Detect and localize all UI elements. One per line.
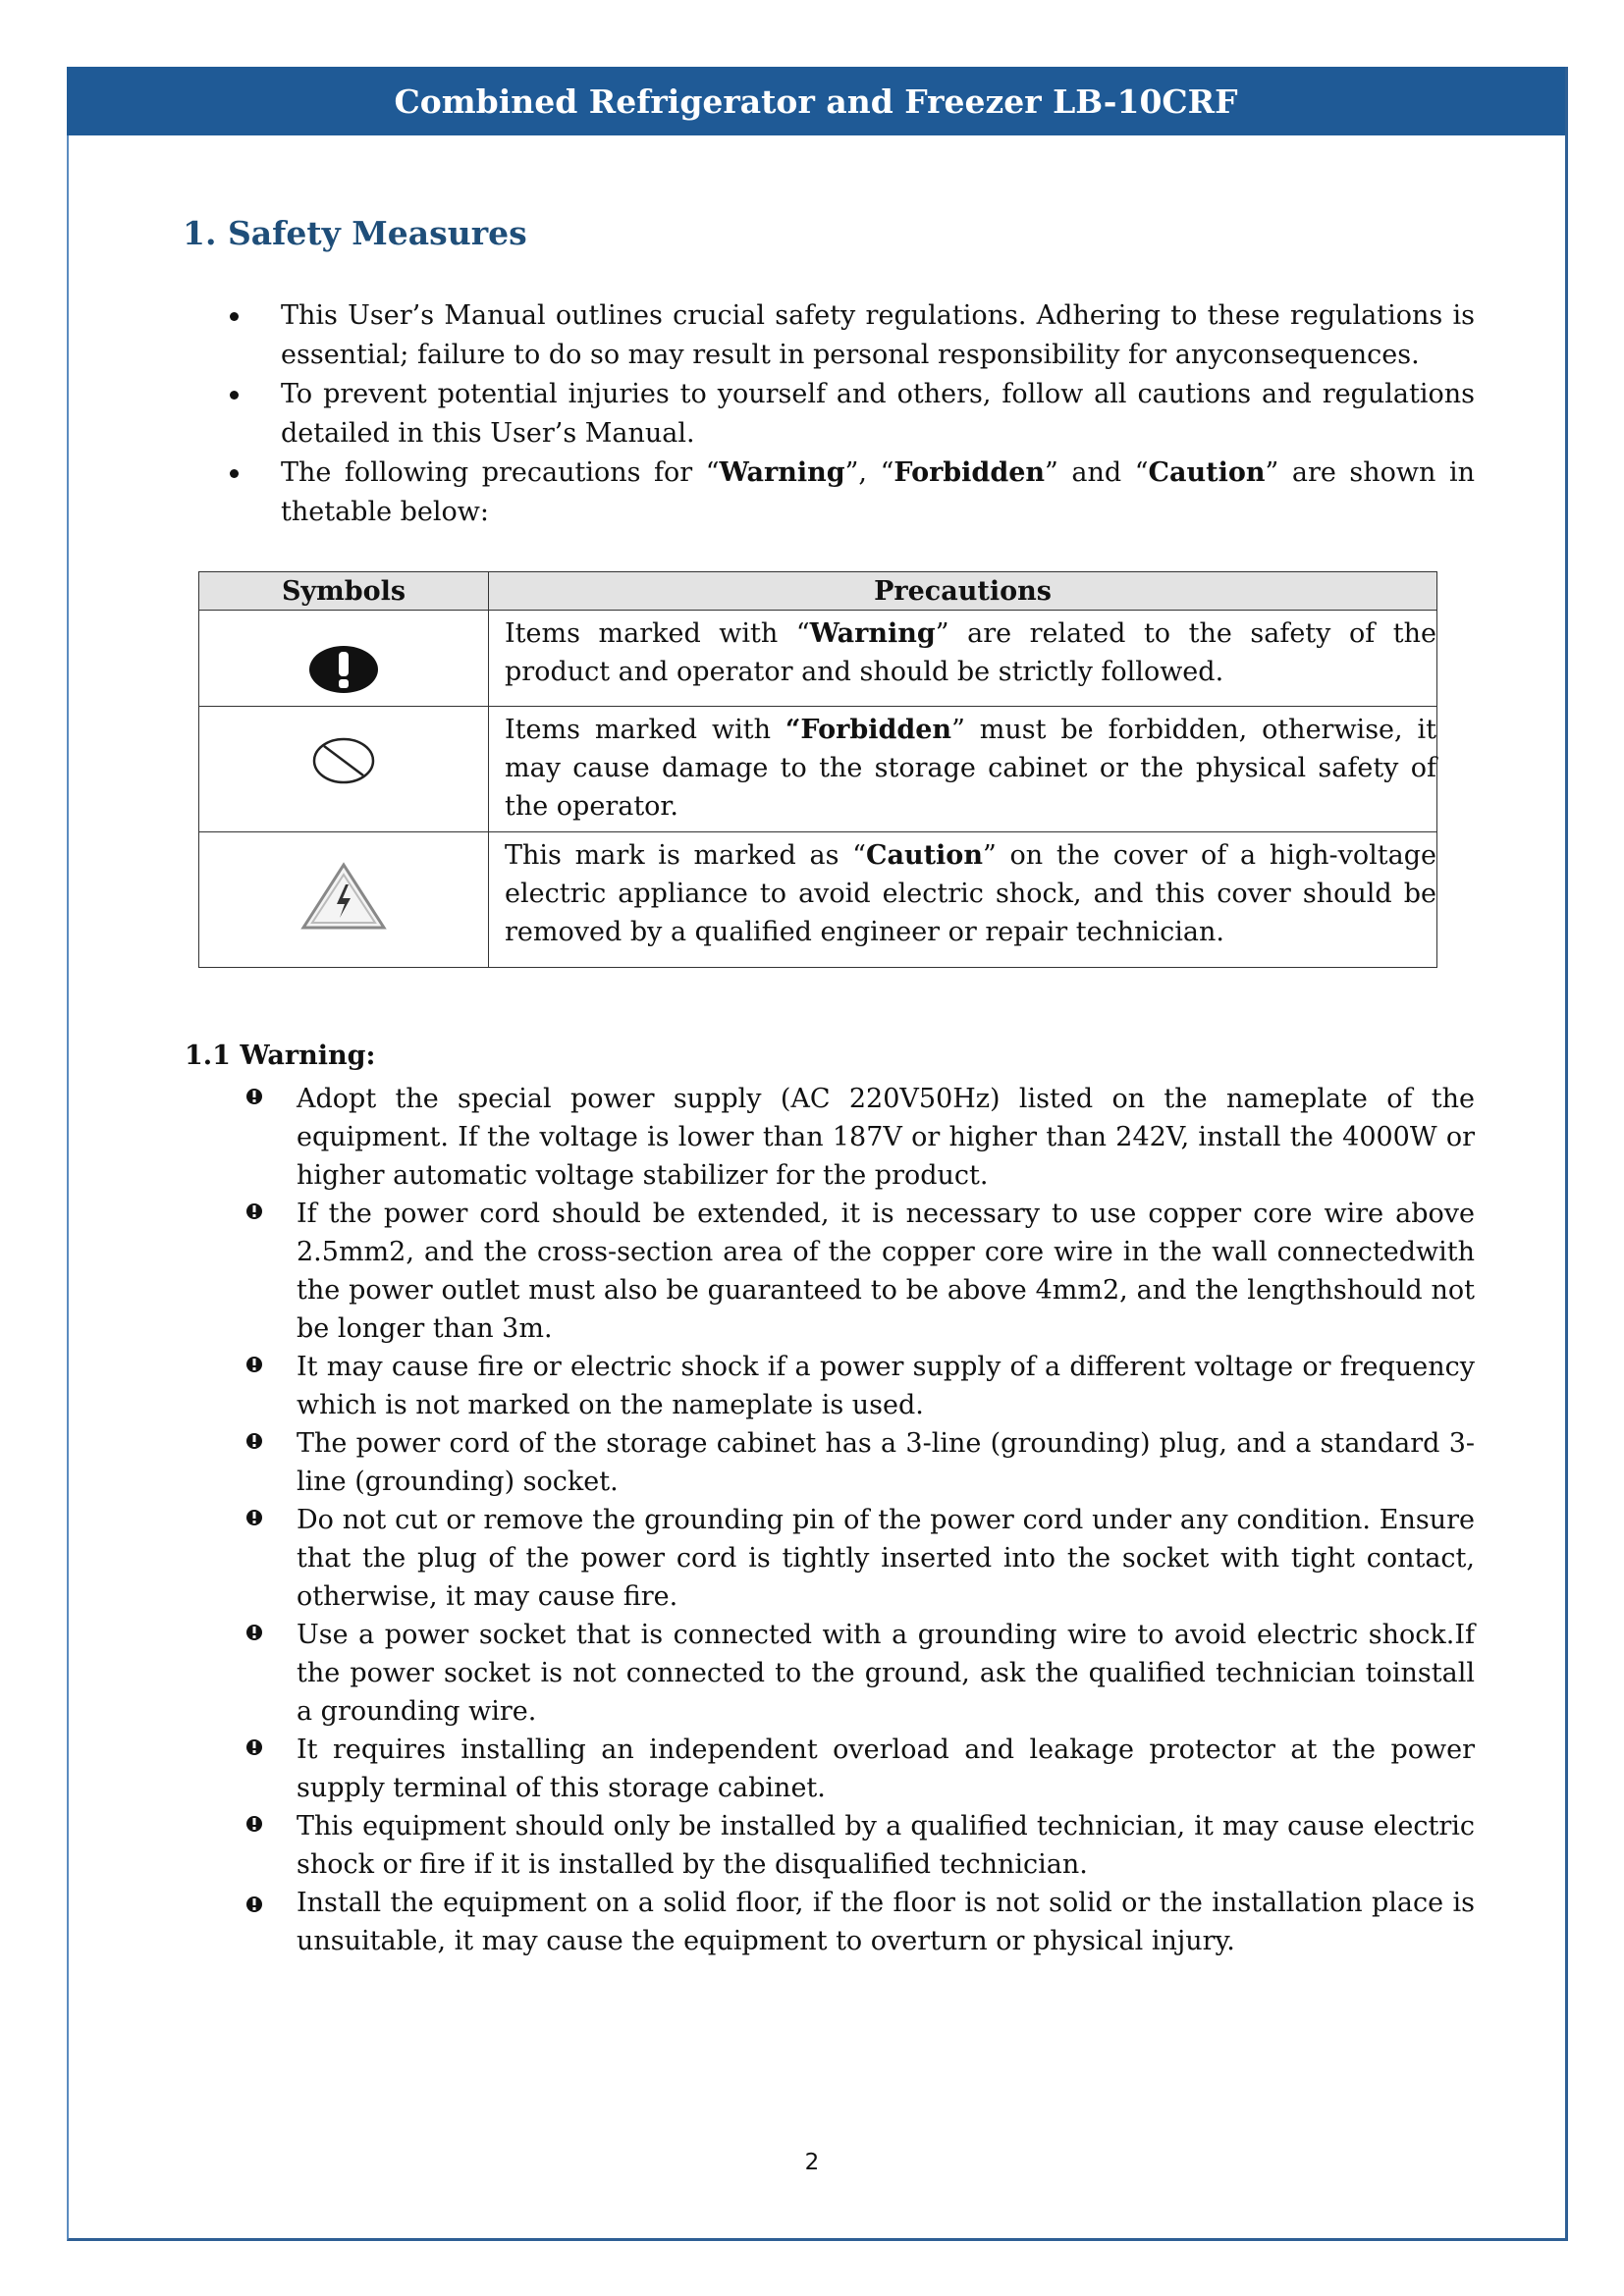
warning-exclamation-icon	[245, 1088, 263, 1105]
warning-text: The power cord of the storage cabinet has a 3-line (grounding) plug, and a standard 3-line (grounding) socket.	[297, 1428, 1475, 1497]
subsection-heading: 1.1 Warning:	[185, 1041, 376, 1071]
column-header-precautions: Precautions	[489, 572, 1437, 611]
symbol-cell	[199, 707, 489, 832]
list-item	[245, 1731, 1475, 1807]
warning-exclamation-icon	[245, 1509, 263, 1526]
table-row	[199, 832, 1437, 968]
page-number: 2	[804, 2150, 820, 2175]
list-item	[228, 375, 1475, 454]
warning-exclamation-icon	[245, 1738, 263, 1756]
list-item	[245, 1884, 1475, 1960]
warning-text: Install the equipment on a solid floor, if the floor is not solid or the installation place is unsuitable, it may cause the equipment to overturn or physical injury.	[297, 1888, 1475, 1956]
warning-exclamation-icon	[245, 1202, 263, 1220]
bullet-text: To prevent potential injuries to yourself and others, follow all cautions and regulations detailed in this User’s Manual.	[281, 379, 1475, 449]
warning-exclamation-icon	[308, 645, 379, 694]
warning-text: It may cause fire or electric shock if a power supply of a different voltage or frequency which is not marked on the nameplate is used.	[297, 1352, 1475, 1420]
list-item	[245, 1616, 1475, 1731]
bullet-dot-icon	[230, 312, 239, 321]
list-item	[245, 1501, 1475, 1616]
precaution-text: Items marked with “Warning” are related to the safety of the product and operator and should be strictly followed.	[489, 611, 1437, 707]
table-row	[199, 707, 1437, 832]
warning-text: Do not cut or remove the grounding pin of the power cord under any condition. Ensure that the plug of the power cord is tightly inserted into the socket with tight contact, otherwise, it may cause fire.	[297, 1505, 1475, 1612]
list-item	[245, 1348, 1475, 1424]
warning-exclamation-icon	[245, 1432, 263, 1450]
intro-bullet-list	[228, 296, 1475, 532]
table-header-row	[199, 572, 1437, 611]
document-header	[67, 67, 1565, 135]
warning-exclamation-icon	[245, 1815, 263, 1833]
bullet-dot-icon	[230, 469, 239, 478]
list-item	[245, 1195, 1475, 1348]
list-item	[245, 1424, 1475, 1501]
precaution-text: Items marked with “Forbidden” must be forbidden, otherwise, it may cause damage to the storage cabinet or the physical safety of the operator.	[489, 707, 1437, 832]
symbol-cell	[199, 832, 489, 968]
section-heading: 1. Safety Measures	[183, 214, 527, 252]
warning-text: This equipment should only be installed by a qualified technician, it may cause electric shock or fire if it is installed by the disqualified technician.	[297, 1811, 1475, 1880]
list-item	[228, 296, 1475, 375]
precautions-table	[198, 571, 1437, 968]
list-item	[245, 1080, 1475, 1195]
warning-text: It requires installing an independent overload and leakage protector at the power supply terminal of this storage cabinet.	[297, 1735, 1475, 1803]
document-title: Combined Refrigerator and Freezer LB-10CRF	[394, 81, 1238, 121]
warning-text: Use a power socket that is connected with a grounding wire to avoid electric shock.If the power socket is not connected to the ground, ask the qualified technician toinstall a grounding wire.	[297, 1620, 1475, 1727]
high-voltage-triangle-icon	[299, 861, 388, 932]
precaution-text: This mark is marked as “Caution” on the cover of a high-voltage electric appliance to avoid electric shock, and this cover should be removed by a qualified engineer or repair technician.	[489, 832, 1437, 968]
list-item	[228, 454, 1475, 532]
bullet-text: This User’s Manual outlines crucial safety regulations. Adhering to these regulations is essential; failure to do so may result in personal responsibility for anyconsequences.	[281, 300, 1475, 370]
forbidden-circle-icon	[311, 736, 376, 785]
bullet-dot-icon	[230, 391, 239, 400]
warning-text: Adopt the special power supply (AC 220V50Hz) listed on the nameplate of the equipment. If the voltage is lower than 187V or higher than 242V, install the 4000W or higher automatic voltage stabilizer for the product.	[297, 1084, 1475, 1191]
list-item	[245, 1807, 1475, 1884]
warning-exclamation-icon	[245, 1624, 263, 1641]
warning-exclamation-icon	[245, 1356, 263, 1373]
column-header-symbols: Symbols	[199, 572, 489, 611]
warning-list	[245, 1080, 1475, 1960]
symbol-cell	[199, 611, 489, 707]
warning-exclamation-icon	[245, 1896, 263, 1913]
bullet-text: The following precautions for “Warning”, “Forbidden” and “Caution” are shown in thetable below:	[281, 457, 1475, 527]
warning-text: If the power cord should be extended, it is necessary to use copper core wire above 2.5mm2, and the cross-section area of the copper core wire in the wall connectedwith the power outlet must also be guaranteed to be above 4mm2, and the lengthshould not be longer than 3m.	[297, 1199, 1475, 1344]
table-row	[199, 611, 1437, 707]
